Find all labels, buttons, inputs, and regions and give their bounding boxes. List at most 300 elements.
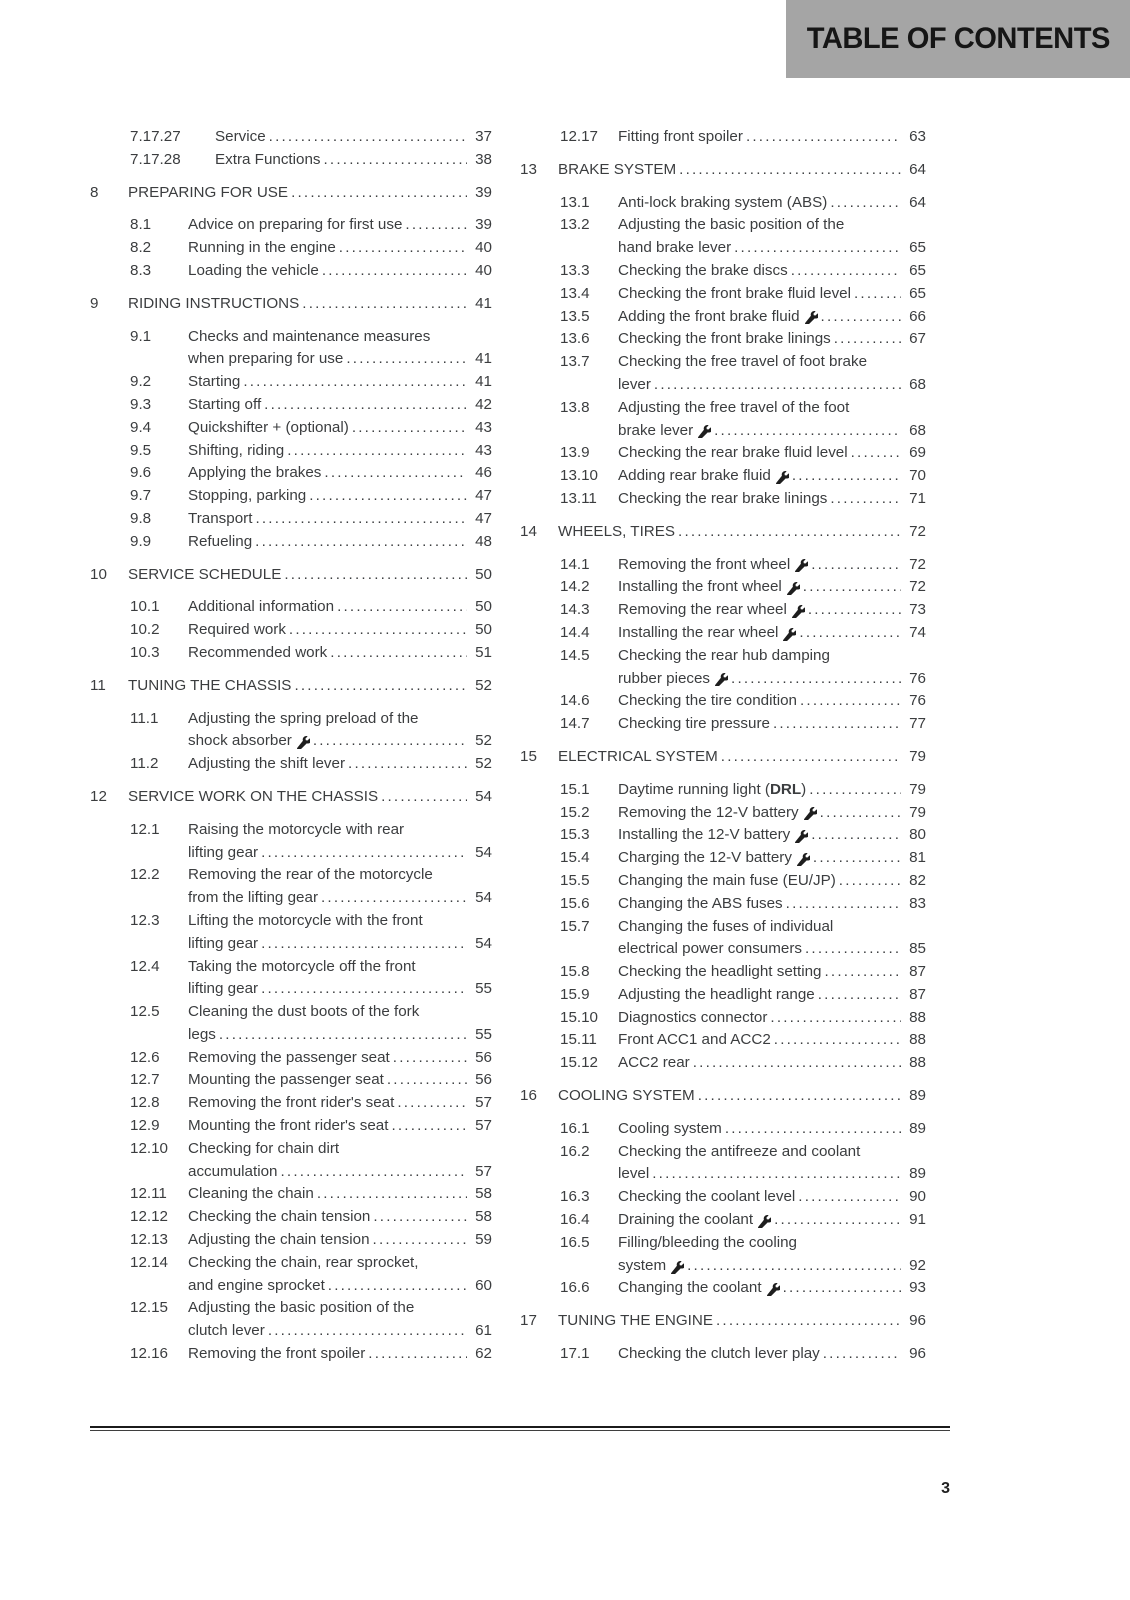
dot-leader	[851, 442, 901, 465]
wrench-icon	[767, 1283, 780, 1296]
dot-leader	[721, 746, 901, 769]
toc-section-entry	[520, 283, 926, 306]
entry-body	[188, 1092, 492, 1115]
entry-number: 13.3	[560, 261, 590, 279]
entry-page-number: 68	[909, 421, 926, 439]
entry-page-number: 88	[909, 1031, 926, 1049]
toc-section-entry	[520, 870, 926, 893]
entry-body	[128, 293, 492, 316]
toc-section-entry	[90, 237, 492, 260]
entry-page-number: 89	[909, 1119, 926, 1137]
entry-number: 7.17.28	[130, 150, 181, 168]
entry-page-number: 63	[909, 128, 926, 145]
entry-title: ELECTRICAL SYSTEM	[558, 747, 718, 765]
dot-leader	[652, 1163, 901, 1186]
dot-leader	[294, 675, 467, 698]
entry-title: Checking the rear brake fluid level	[618, 444, 848, 462]
entry-page-number: 80	[909, 826, 926, 844]
entry-title: Service	[215, 128, 266, 145]
entry-page-number: 72	[909, 522, 926, 540]
entry-number: 15.1	[560, 780, 590, 798]
entry-page-number: 60	[475, 1276, 492, 1294]
dot-leader	[839, 870, 901, 893]
toc-section-entry	[520, 126, 926, 149]
entry-number: 7.17.27	[130, 128, 181, 145]
entry-title: Changing the ABS fuses	[618, 894, 783, 912]
entry-title: Starting	[188, 373, 241, 391]
entry-page-number: 64	[909, 160, 926, 178]
entry-number: 9.3	[130, 395, 152, 413]
entry-page-number: 57	[475, 1094, 492, 1112]
entry-page-number: 52	[475, 755, 492, 773]
entry-page-number: 91	[909, 1211, 926, 1229]
toc-section-entry	[520, 622, 926, 645]
entry-body	[618, 260, 926, 283]
entry-number: 9.9	[130, 532, 152, 550]
entry-page-number: 58	[475, 1185, 492, 1203]
entry-title: Extra Functions	[215, 150, 321, 168]
entry-body	[618, 1277, 926, 1300]
entry-number: 8	[90, 183, 99, 201]
dot-leader	[381, 786, 467, 809]
entry-number: 14	[520, 522, 537, 540]
entry-page-number: 42	[475, 395, 492, 413]
toc-section-entry	[90, 1343, 492, 1366]
entry-title: Diagnostics connector	[618, 1008, 768, 1026]
dot-leader	[811, 824, 901, 847]
entry-number: 9.2	[130, 373, 152, 391]
wrench-icon	[776, 471, 789, 484]
entry-body	[618, 1118, 926, 1141]
entry-title: Cleaning the chain	[188, 1185, 314, 1203]
entry-page-number: 93	[909, 1279, 926, 1297]
dot-leader	[823, 1343, 901, 1366]
entry-title: Changing the coolant	[618, 1279, 762, 1297]
toc-section-entry	[520, 465, 926, 488]
entry-title: Starting off	[188, 395, 262, 413]
entry-title: Adjusting the shift lever	[188, 755, 346, 773]
entry-number: 12.2	[130, 866, 160, 884]
entry-number: 15.11	[560, 1031, 597, 1049]
entry-number: 12.13	[130, 1231, 169, 1249]
dot-leader	[324, 149, 467, 172]
page-header-band	[786, 0, 1130, 78]
entry-number: 14.4	[560, 623, 590, 641]
entry-number: 12	[90, 787, 107, 805]
entry-title: Daytime running light (DRL)	[618, 780, 807, 798]
entry-body	[188, 619, 492, 642]
entry-body	[618, 961, 926, 984]
entry-number: 14.1	[560, 555, 590, 573]
entry-body	[618, 554, 926, 577]
toc-section-entry	[520, 488, 926, 511]
entry-title: Additional information	[188, 598, 335, 616]
entry-title: Removing the front spoiler	[188, 1345, 366, 1363]
dot-leader	[264, 394, 467, 417]
entry-title: COOLING SYSTEM	[558, 1087, 695, 1105]
dot-leader	[337, 596, 467, 619]
toc-section-entry	[520, 1052, 926, 1075]
entry-number: 13	[520, 160, 537, 178]
entry-number: 12.10	[130, 1139, 169, 1157]
toc-section-entry	[90, 1206, 492, 1229]
entry-body	[618, 622, 926, 645]
dot-leader	[774, 1029, 901, 1052]
entry-number: 14.7	[560, 715, 590, 733]
entry-body	[128, 786, 492, 809]
entry-body	[188, 708, 492, 754]
dot-leader	[255, 508, 467, 531]
dot-leader	[330, 642, 467, 665]
entry-page-number: 79	[909, 747, 926, 765]
entry-number: 13.4	[560, 284, 590, 302]
entry-title: Removing the rear of the motorcycle	[188, 866, 433, 884]
dot-leader	[820, 802, 901, 825]
entry-number: 15.8	[560, 963, 590, 981]
entry-body	[618, 488, 926, 511]
entry-body	[618, 1141, 926, 1187]
entry-page-number: 69	[909, 444, 926, 462]
entry-body	[188, 1138, 492, 1184]
entry-body	[188, 1183, 492, 1206]
dot-leader	[746, 126, 901, 149]
entry-page-number: 59	[475, 1231, 492, 1249]
entry-title: Checking tire pressure	[618, 715, 770, 733]
entry-page-number: 41	[475, 350, 492, 368]
entry-number: 16.6	[560, 1279, 590, 1297]
toc-section-entry	[90, 1252, 492, 1298]
toc-section-entry	[90, 819, 492, 865]
page-number: 3	[941, 1480, 950, 1497]
entry-body	[618, 984, 926, 1007]
entry-body	[618, 1232, 926, 1278]
entry-body	[558, 746, 926, 769]
entry-number: 13.8	[560, 398, 590, 416]
dot-leader	[313, 730, 467, 753]
dot-leader	[731, 668, 901, 691]
entry-title: Shifting, riding	[188, 441, 285, 459]
dot-leader	[770, 1007, 901, 1030]
entry-body	[618, 214, 926, 260]
toc-section-entry	[90, 371, 492, 394]
entry-title: Checking the front brake fluid level	[618, 284, 852, 302]
entry-title: Applying the brakes	[188, 464, 322, 482]
entry-title: clutch lever	[188, 1322, 265, 1340]
wrench-icon	[805, 311, 818, 324]
toc-section-entry	[90, 260, 492, 283]
toc-section-entry	[90, 910, 492, 956]
toc-chapter-entry	[90, 564, 492, 587]
entry-body	[188, 819, 492, 865]
toc-section-entry	[90, 619, 492, 642]
entry-body	[618, 1209, 926, 1232]
toc-section-entry	[520, 576, 926, 599]
toc-chapter-entry	[520, 159, 926, 182]
toc-section-entry	[90, 462, 492, 485]
dot-leader	[791, 260, 901, 283]
entry-title: Advice on preparing for first use	[188, 216, 403, 234]
dot-leader	[368, 1343, 467, 1366]
wrench-icon	[297, 736, 310, 749]
entry-page-number: 90	[909, 1188, 926, 1206]
toc-section-entry	[520, 328, 926, 351]
toc-section-entry	[90, 149, 492, 172]
toc-section-entry	[520, 824, 926, 847]
wrench-icon	[698, 425, 711, 438]
entry-page-number: 62	[475, 1345, 492, 1363]
dot-leader	[261, 933, 467, 956]
dot-leader	[786, 893, 901, 916]
entry-title: Recommended work	[188, 643, 328, 661]
entry-number: 10.1	[130, 598, 160, 616]
entry-title: lifting gear	[188, 980, 259, 998]
entry-title: SERVICE WORK ON THE CHASSIS	[128, 787, 379, 805]
dot-leader	[678, 521, 901, 544]
toc-chapter-entry	[90, 786, 492, 809]
entry-number: 12.9	[130, 1117, 160, 1135]
entry-title: accumulation	[188, 1162, 278, 1180]
entry-title: Removing the front wheel	[618, 555, 791, 573]
dot-leader	[774, 1209, 901, 1232]
entry-page-number: 96	[909, 1312, 926, 1330]
toc-chapter-entry	[90, 182, 492, 205]
entry-page-number: 40	[475, 261, 492, 279]
toc-section-entry	[520, 847, 926, 870]
entry-body	[128, 675, 492, 698]
entry-title: TUNING THE CHASSIS	[128, 676, 292, 694]
entry-page-number: 72	[909, 578, 926, 596]
entry-number: 10.3	[130, 643, 160, 661]
entry-title: Installing the front wheel	[618, 578, 782, 596]
toc-section-entry	[90, 326, 492, 372]
entry-title: Checking the chain, rear sprocket,	[188, 1253, 419, 1271]
wrench-icon	[715, 673, 728, 686]
entry-title: WHEELS, TIRES	[558, 522, 676, 540]
toc-section-entry	[90, 642, 492, 665]
entry-title: hand brake lever	[618, 239, 732, 257]
entry-body	[618, 397, 926, 443]
dot-leader	[261, 978, 467, 1001]
entry-body	[188, 485, 492, 508]
entry-number: 10.2	[130, 621, 160, 639]
toc-section-entry	[90, 1001, 492, 1047]
entry-number: 15.7	[560, 917, 590, 935]
entry-body	[215, 149, 492, 172]
page-title: TABLE OF CONTENTS	[806, 22, 1110, 55]
toc-section-entry	[90, 1047, 492, 1070]
toc-section-entry	[520, 893, 926, 916]
wrench-icon	[804, 807, 817, 820]
entry-number: 16.2	[560, 1142, 590, 1160]
entry-body	[558, 1085, 926, 1108]
dot-leader	[734, 237, 901, 260]
entry-title: Checking the brake discs	[618, 261, 788, 279]
entry-title: Anti-lock braking system (ABS)	[618, 193, 828, 211]
entry-number: 15	[520, 747, 537, 765]
wrench-icon	[783, 628, 796, 641]
entry-title: Charging the 12-V battery	[618, 849, 792, 867]
entry-title: TUNING THE ENGINE	[558, 1312, 713, 1330]
toc-section-entry	[520, 214, 926, 260]
entry-page-number: 96	[909, 1345, 926, 1363]
toc-section-entry	[520, 1118, 926, 1141]
toc-section-entry	[520, 1186, 926, 1209]
entry-title: Checking the rear hub damping	[618, 646, 830, 664]
dot-leader	[219, 1024, 467, 1047]
toc-section-entry	[520, 1029, 926, 1052]
entry-body	[618, 442, 926, 465]
entry-title: Raising the motorcycle with rear	[188, 820, 405, 838]
toc-section-entry	[90, 1229, 492, 1252]
entry-title: Checking the rear brake linings	[618, 489, 828, 507]
dot-leader	[773, 713, 901, 736]
toc-section-entry	[520, 713, 926, 736]
dot-leader	[800, 690, 901, 713]
toc-section-entry	[90, 864, 492, 910]
entry-body	[188, 1343, 492, 1366]
dot-leader	[391, 1115, 467, 1138]
entry-title: Checking the free travel of foot brake	[618, 353, 868, 371]
toc-section-entry	[520, 984, 926, 1007]
footer-rule	[90, 1426, 950, 1431]
entry-title: Adjusting the chain tension	[188, 1231, 370, 1249]
dot-leader	[809, 779, 901, 802]
entry-number: 14.2	[560, 578, 590, 596]
toc-section-entry	[90, 1069, 492, 1092]
entry-page-number: 89	[909, 1165, 926, 1183]
entry-page-number: 65	[909, 261, 926, 279]
entry-title: level	[618, 1165, 650, 1183]
entry-page-number: 37	[475, 128, 492, 145]
entry-number: 12.16	[130, 1345, 169, 1363]
entry-body	[618, 351, 926, 397]
entry-title: Taking the motorcycle off the front	[188, 957, 416, 975]
entry-title: electrical power consumers	[618, 940, 803, 958]
entry-body	[618, 1052, 926, 1075]
entry-title: lifting gear	[188, 843, 259, 861]
entry-number: 15.3	[560, 826, 590, 844]
dot-leader	[679, 159, 901, 182]
entry-number: 12.11	[130, 1185, 167, 1203]
entry-number: 9.7	[130, 487, 152, 505]
entry-title: Required work	[188, 621, 286, 639]
entry-number: 13.10	[560, 467, 599, 485]
entry-number: 15.10	[560, 1008, 599, 1026]
entry-body	[188, 1001, 492, 1047]
entry-body	[188, 753, 492, 776]
entry-number: 15.4	[560, 849, 590, 867]
dot-leader	[243, 371, 467, 394]
entry-title: Adjusting the basic position of the	[188, 1299, 415, 1317]
entry-page-number: 82	[909, 871, 926, 889]
entry-body	[188, 1069, 492, 1092]
dot-leader	[393, 1047, 467, 1070]
entry-page-number: 52	[475, 732, 492, 750]
entry-number: 16.3	[560, 1188, 590, 1206]
dot-leader	[834, 328, 901, 351]
entry-title: Changing the main fuse (EU/JP)	[618, 871, 836, 889]
entry-body	[188, 237, 492, 260]
dot-leader	[281, 1161, 468, 1184]
entry-number: 13.6	[560, 330, 590, 348]
entry-number: 12.8	[130, 1094, 160, 1112]
entry-page-number: 47	[475, 487, 492, 505]
entry-number: 12.15	[130, 1299, 169, 1317]
entry-body	[558, 159, 926, 182]
entry-body	[188, 596, 492, 619]
entry-page-number: 56	[475, 1048, 492, 1066]
dot-leader	[808, 599, 901, 622]
dot-leader	[798, 1186, 901, 1209]
dot-leader	[324, 462, 467, 485]
entry-title: from the lifting gear	[188, 889, 318, 907]
entry-body	[188, 214, 492, 237]
entry-title: system	[618, 1256, 667, 1274]
dot-leader	[317, 1183, 467, 1206]
entry-page-number: 48	[475, 532, 492, 550]
entry-body	[188, 1115, 492, 1138]
entry-number: 12.4	[130, 957, 160, 975]
entry-page-number: 68	[909, 375, 926, 393]
toc-section-entry	[90, 956, 492, 1002]
entry-title: Draining the coolant	[618, 1211, 754, 1229]
entry-body	[618, 465, 926, 488]
toc-section-entry	[90, 485, 492, 508]
dot-leader	[373, 1229, 467, 1252]
toc-section-entry	[520, 260, 926, 283]
entry-page-number: 54	[475, 934, 492, 952]
entry-title: rubber pieces	[618, 669, 711, 687]
entry-number: 13.1	[560, 193, 590, 211]
entry-title: Removing the 12-V battery	[618, 803, 799, 821]
entry-title: Adding the front brake fluid	[618, 307, 800, 325]
toc-section-entry	[520, 599, 926, 622]
toc-section-entry	[90, 596, 492, 619]
toc-column-right	[520, 126, 926, 1366]
dot-leader	[716, 1310, 901, 1333]
wrench-icon	[792, 605, 805, 618]
entry-page-number: 83	[909, 894, 926, 912]
dot-leader	[348, 753, 467, 776]
entry-body	[618, 328, 926, 351]
entry-title: Fitting front spoiler	[618, 128, 743, 145]
entry-page-number: 43	[475, 441, 492, 459]
toc-chapter-entry	[520, 521, 926, 544]
dot-leader	[346, 348, 467, 371]
entry-body	[618, 824, 926, 847]
toc-section-entry	[90, 508, 492, 531]
entry-page-number: 46	[475, 464, 492, 482]
entry-title: legs	[188, 1025, 216, 1043]
toc-section-entry	[520, 1277, 926, 1300]
dot-leader	[714, 420, 901, 443]
entry-number: 17.1	[560, 1345, 590, 1363]
entry-number: 9.1	[130, 327, 152, 345]
entry-title: Checking the tire condition	[618, 692, 797, 710]
entry-body	[558, 1310, 926, 1333]
toc-section-entry	[90, 126, 492, 149]
toc-section-entry	[520, 397, 926, 443]
toc-section-entry	[90, 214, 492, 237]
entry-number: 15.2	[560, 803, 590, 821]
toc-section-entry	[520, 802, 926, 825]
entry-body	[188, 1206, 492, 1229]
dot-leader	[269, 126, 467, 149]
dot-leader	[387, 1069, 467, 1092]
entry-title: Filling/bleeding the cooling	[618, 1233, 797, 1251]
toc-section-entry	[520, 1232, 926, 1278]
entry-number: 11.1	[130, 709, 159, 727]
